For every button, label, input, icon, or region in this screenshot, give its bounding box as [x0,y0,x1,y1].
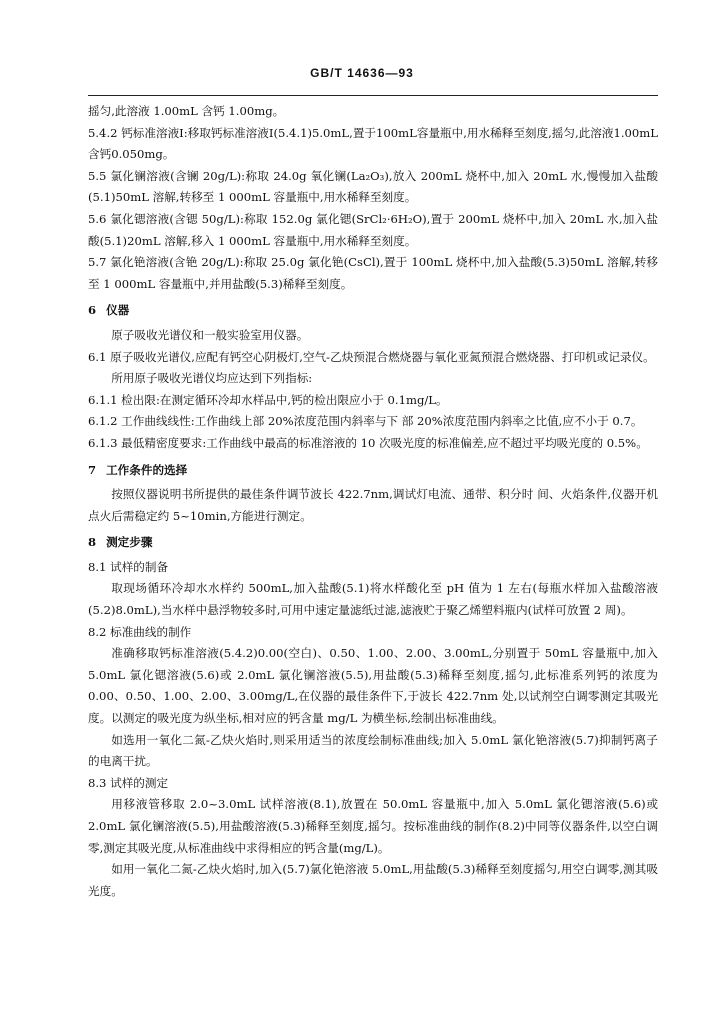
paragraph-sample-determination: 用移液管移取 2.0~3.0mL 试样溶液(8.1),放置在 50.0mL 容量瓶中,加入 5.0mL 氯化锶溶液(5.6)或 2.0mL 氯化镧溶液(5.5),用盐酸溶液(5.3)稀释至刻度,摇匀。按标准曲线的制作(8.2)中同等仪器条件,以空白调零,测定其吸光度,从标准曲线中求得相应的钙含量(mg/L)。 [88,797,658,855]
clause-5-4-2: 5.4.2 钙标准溶液Ⅰ:移取钙标准溶液Ⅰ(5.4.1)5.0mL,置于100mL容量瓶中,用水稀释至刻度,摇匀,此溶液1.00mL含钙0.050mg。 [88,125,658,162]
paragraph-calcium-standard-1-end: 摇匀,此溶液 1.00mL 含钙 1.00mg。 [88,104,285,118]
paragraph-requirements-intro: 所用原子吸收光谱仪均应达到下列指标: [111,371,313,386]
paragraph-nitrous-oxide-curve: 如选用一氧化二氮-乙炔火焰时,则采用适当的浓度绘制标准曲线;加入 5.0mL 氯化铯溶液(5.7)抑制钙离子的电离干扰。 [88,732,658,769]
header-rule [88,95,658,96]
clause-8-2-heading: 8.2 标准曲线的制作 [88,624,192,639]
section-number: 7 [88,462,97,477]
section-title: 工作条件的选择 [106,462,188,477]
clause-6-1-2: 6.1.2 工作曲线线性:工作曲线上部 20%浓度范围内斜率与下 部 20%浓度范围内斜率之比值,应不小于 0.7。 [88,414,643,429]
section-heading-6 [88,300,658,322]
document-body [88,101,658,902]
section-heading-7 [88,460,658,482]
clause-8-1-heading: 8.1 试样的制备 [88,559,169,574]
section-title: 仪器 [106,303,130,318]
paragraph-working-conditions: 按照仪器说明书所提供的最佳条件调节波长 422.7nm,调试灯电流、通带、积分时 间、火焰条件,仪器开机点火后需稳定约 5~10min,方能进行测定。 [88,487,658,523]
section-number: 8 [88,535,97,550]
section-title: 测定步骤 [106,535,153,550]
clause-6-1-1: 6.1.1 检出限:在测定循环冷却水样品中,钙的检出限应小于 0.1mg/L。 [88,392,448,407]
page-header-standard-code: GB/T 14636—93 [310,66,414,80]
paragraph-nitrous-oxide-determination: 如用一氧化二氮-乙炔火焰时,加入(5.7)氯化铯溶液 5.0mL,用盐酸(5.3)稀释至刻度摇匀,用空白调零,测其吸光度。 [88,862,658,898]
clause-5-6: 5.6 氯化锶溶液(含锶 50g/L):称取 152.0g 氯化锶(SrCl₂·6H₂O),置于 200mL 烧杯中,加入 20mL 水,加入盐酸(5.1)20mL 溶解,移入 1 000mL 容量瓶中,用水稀释至刻度。 [88,211,658,248]
clause-5-5: 5.5 氯化镧溶液(含镧 20g/L):称取 24.0g 氧化镧(La₂O₃),放入 200mL 烧杯中,加入 20mL 水,慢慢加入盐酸(5.1)50mL 溶解,转移至 1 000mL 容量瓶中,用水稀释至刻度。 [88,168,658,205]
clause-6-1: 6.1 原子吸收光谱仪,应配有钙空心阴极灯,空气-乙炔预混合燃烧器与氧化亚氮预混合燃烧器、打印机或记录仪。 [88,349,655,364]
paragraph-instruments: 原子吸收光谱仪和一般实验室用仪器。 [111,327,309,342]
clause-6-1-3: 6.1.3 最低精密度要求:工作曲线中最高的标准溶液的 10 次吸光度的标准偏差,应不超过平均吸光度的 0.5%。 [88,435,648,450]
clause-8-3-heading: 8.3 试样的测定 [88,775,169,790]
paragraph-sample-preparation: 取现场循环冷却水水样约 500mL,加入盐酸(5.1)将水样酸化至 pH 值为 1 左右(每瓶水样加入盐酸溶液(5.2)8.0mL),当水样中悬浮物较多时,可用中速定量滤纸过滤,滤液贮于聚乙烯塑料瓶内(试样可放置 2 周)。 [88,581,658,618]
section-heading-8 [88,532,658,554]
clause-5-7: 5.7 氯化铯溶液(含铯 20g/L):称取 25.0g 氯化铯(CsCl),置于 100mL 烧杯中,加入盐酸(5.3)50mL 溶解,转移至 1 000mL 容量瓶中,并用盐酸(5.3)稀释至刻度。 [88,255,658,291]
paragraph-standard-curve: 准确移取钙标准溶液(5.4.2)0.00(空白)、0.50、1.00、2.00、3.00mL,分别置于 50mL 容量瓶中,加入 5.0mL 氯化锶溶液(5.6)或 2.0mL 氯化镧溶液(5.5),用盐酸(5.3)稀释至刻度,摇匀,此标准系列钙的浓度为 0.00、0.50、1.00、2.00、3.00mg/L,在仪器的最佳条件下,于波长 422.7nm 处,以试剂空白调零测定其吸光度。以测定的吸光度为纵坐标,相对应的钙含量 mg/L 为横坐标,绘制出标准曲线。 [88,646,658,726]
section-number: 6 [88,303,97,318]
